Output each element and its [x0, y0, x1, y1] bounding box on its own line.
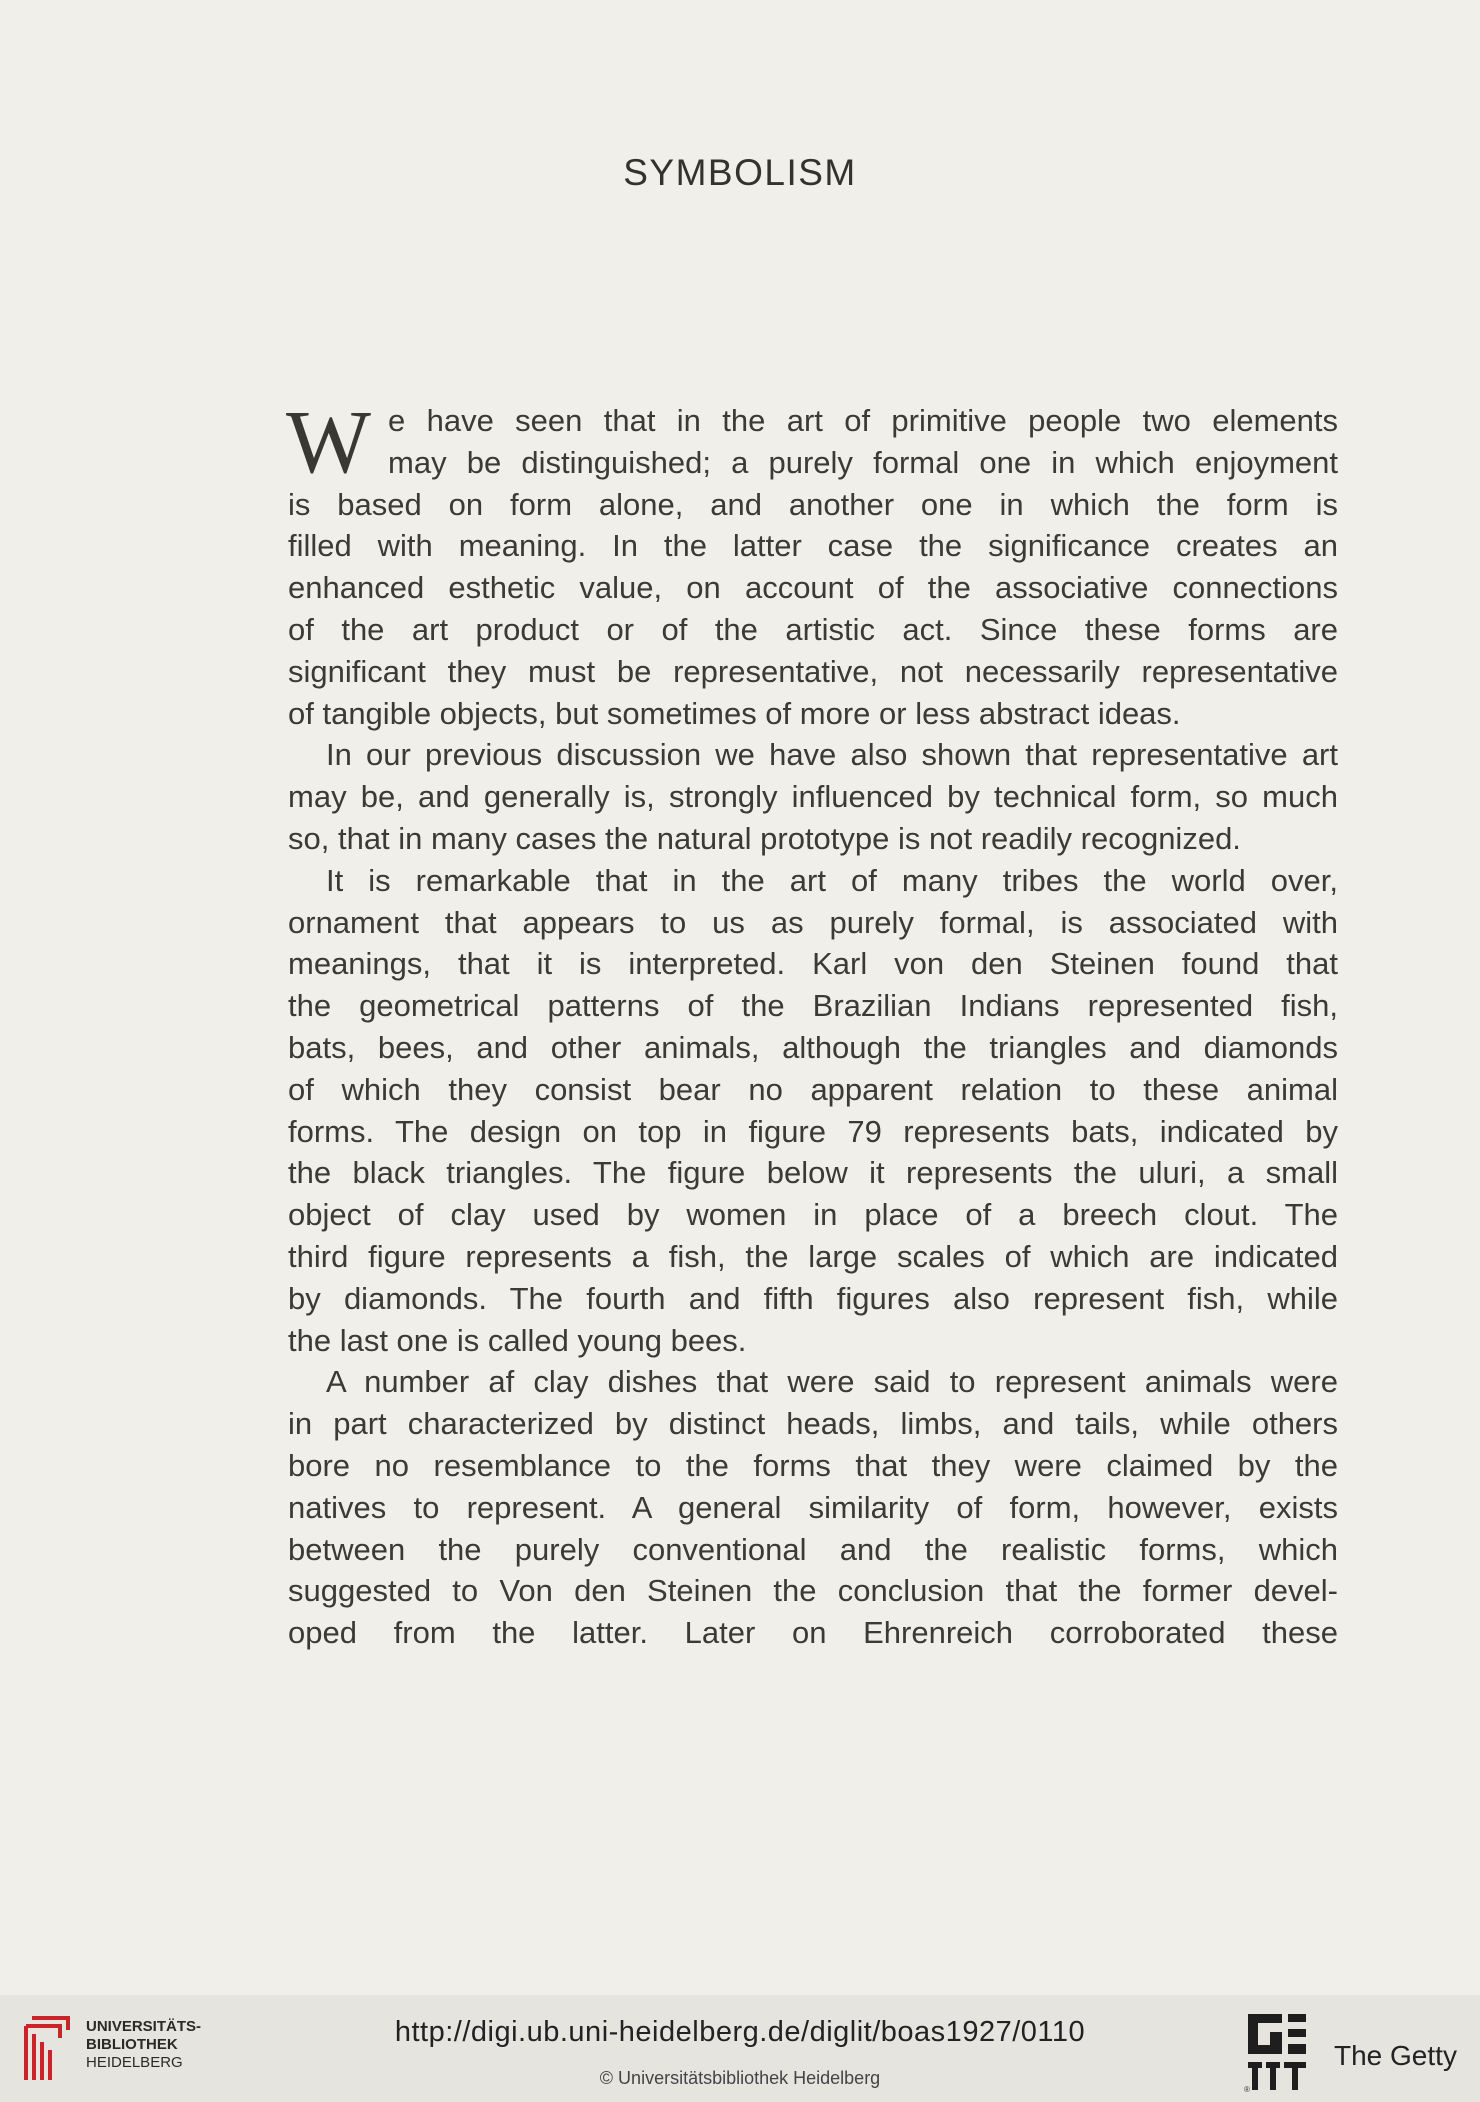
text-line: by diamonds. The fourth and fifth figures also represent fish, while	[288, 1280, 1338, 1316]
text-line: the last one is called young bees.	[288, 1322, 747, 1358]
library-name-line: UNIVERSITÄTS-	[86, 2018, 202, 2035]
text-line: natives to represent. A general similarity of form, however, exists	[288, 1489, 1338, 1525]
text-line: e have seen that in the art of primitive people two elements	[388, 403, 1338, 438]
text-line: A number af clay dishes that were said to represent animals were	[326, 1364, 1338, 1400]
text-line: object of clay used by women in place of a breech clout. The	[288, 1197, 1338, 1233]
page-heading: SYMBOLISM	[623, 152, 857, 193]
permalink-url[interactable]: http://digi.ub.uni-heidelberg.de/diglit/boas1927/0110	[394, 2016, 1086, 2048]
text-line: so, that in many cases the natural prototype is not readily recognized.	[288, 820, 1241, 856]
text-line: It is remarkable that in the art of many tribes the world over,	[326, 862, 1338, 898]
text-line: meanings, that it is interpreted. Karl von den Steinen found that	[288, 946, 1338, 982]
text-line: ornament that appears to us as purely formal, is associated with	[288, 904, 1338, 940]
text-line: oped from the latter. Later on Ehrenreich corroborated these	[288, 1615, 1338, 1651]
registered-mark: ®	[1244, 2085, 1250, 2092]
text-line: bore no resemblance to the forms that they were claimed by the	[288, 1447, 1338, 1483]
text-line: bats, bees, and other animals, although the triangles and diamonds	[288, 1029, 1338, 1065]
text-line: of the art product or of the artistic act. Since these forms are	[288, 611, 1338, 647]
text-line: In our previous discussion we have also shown that representative art	[326, 737, 1338, 773]
text-line: the black triangles. The figure below it represents the uluri, a small	[288, 1155, 1338, 1191]
library-name-line: BIBLIOTHEK	[86, 2036, 178, 2053]
text-line: may be, and generally is, strongly influenced by technical form, so much	[288, 779, 1338, 815]
text-line: filled with meaning. In the latter case the significance creates an	[288, 528, 1338, 564]
library-name-line: HEIDELBERG	[86, 2054, 183, 2071]
text-line: may be distinguished; a purely formal one in which enjoyment	[388, 444, 1338, 480]
text-line: forms. The design on top in figure 79 represents bats, indicated by	[288, 1113, 1338, 1149]
text-line: suggested to Von den Steinen the conclusion that the former devel-	[288, 1573, 1338, 1609]
text-line: enhanced esthetic value, on account of the associative connections	[288, 570, 1338, 606]
text-line: of tangible objects, but sometimes of more or less abstract ideas.	[288, 695, 1181, 731]
body-text	[286, 393, 1338, 1654]
getty-logo-icon	[1244, 2012, 1310, 2092]
drop-cap: W	[286, 393, 371, 492]
text-line: in part characterized by distinct heads, limbs, and tails, while others	[288, 1406, 1338, 1442]
text-line: the geometrical patterns of the Brazilian Indians represented fish,	[288, 988, 1338, 1024]
getty-name: The Getty	[1334, 2040, 1457, 2071]
copyright-notice: © Universitätsbibliothek Heidelberg	[599, 2068, 881, 2088]
text-line: is based on form alone, and another one in which the form is	[288, 486, 1338, 522]
text-line: of which they consist bear no apparent relation to these animal	[288, 1071, 1338, 1107]
text-line: significant they must be representative, not necessarily representative	[288, 653, 1338, 689]
text-line: third figure represents a fish, the large scales of which are indicated	[288, 1238, 1338, 1274]
text-line: between the purely conventional and the realistic forms, which	[288, 1531, 1338, 1567]
